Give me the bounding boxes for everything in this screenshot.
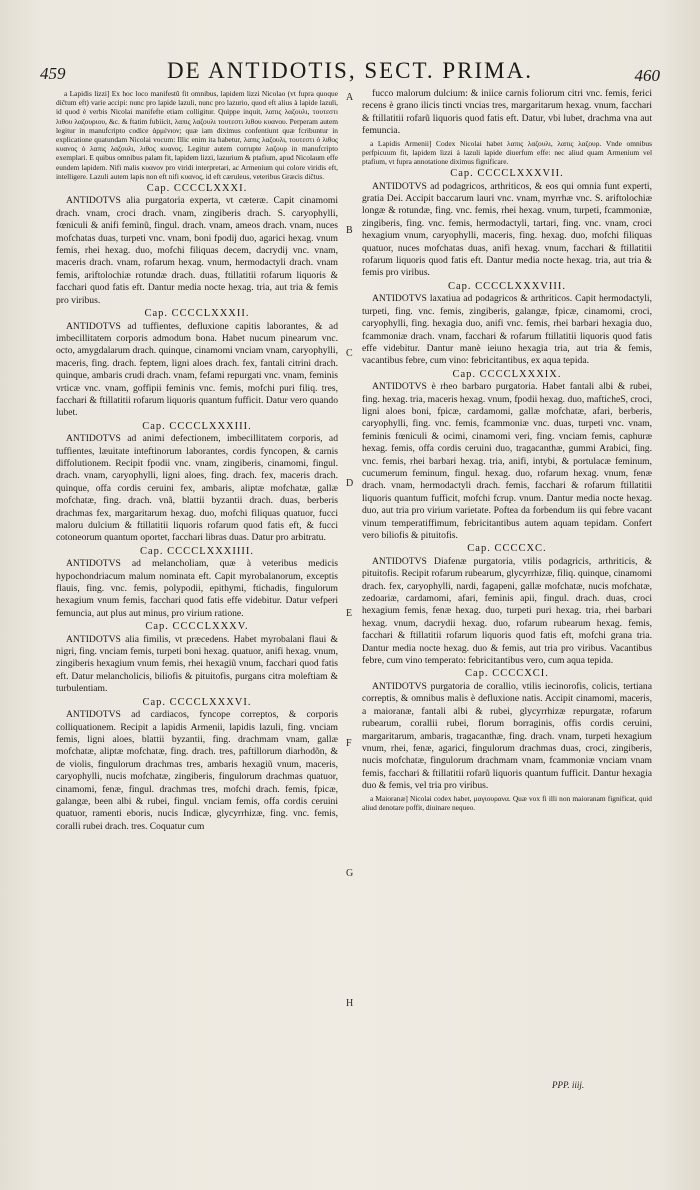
chapter-heading: Cap. CCCCLXXXV.	[145, 621, 249, 633]
chapter-heading: Cap. CCCCLXXXVII.	[450, 168, 564, 180]
page-number-left: 459	[40, 64, 66, 83]
page-number-right: 460	[634, 66, 660, 85]
annotation-note: a Maioranæ] Nicolai codex habet, μαγιουρανα. Quæ vox fi illi non maioranam fignificat, quid aliud denotare poffit, diuinare nequeo.	[362, 793, 652, 812]
annotation-note: a Lapidis Armenii] Codex Nicolai habet λαπις λαζουλι, λαπις λαζουρ. Vnde omnibus perfpicuum fit, lapidem lizzi à lazuli lapide diuerfum effe: nec aliud quam Armenium vel ptafium, vt fupra annotatione diximus fignificare.	[362, 138, 652, 167]
left-column	[56, 88, 338, 1123]
recipe-paragraph: fucco malorum dulcium: & iniice carnis foliorum citri vnc. femis, ferici recens è grano ilicis tincti vncias tres, margaritarum hexag. vnum, facchari & ftillatitii rofarũ liquoris quod fatis eft. Datur, vbi lubet, drachma vna aut femuncia.	[362, 88, 652, 137]
recipe-paragraph: ANTIDOTVS ad tuffientes, defluxione capitis laborantes, & ad imbecillitatem corporis admodum bona. Habet nucum pinearum vnc. octo, amygdalarum drach. quinque, cinamomi vnciam vnam, caryophylli, maceris, fing. drach. feptem, ligni aloes drach. fex, fantali citrini drach. quinque, ambaris crudi drach. vnam, fefami repurgati vnc. vnam, feminis vrticæ vnc. vnam, goffipii feminis vnc. femis, mofchi puri filiq. tres, facchari & ftillatitii rofarum liquoris quantum fufficit. Datur vero quando lubet.	[56, 320, 338, 419]
catchword: PPP. iiij.	[552, 1080, 585, 1090]
recipe-paragraph: ANTIDOTVS ad podagricos, arthriticos, & eos qui omnia funt experti, gratia Dei. Accipit baccarum lauri vnc. vnam, myrrhæ vnc. S. ariftolochiæ longæ & rotundæ, fing. vnc. femis, rhei hexag. vnum, turpeti, fcammoniæ, zingiberis, fing. vnc. femis, hermodactyli, tartari, fing. vnc. vnam, croci hexagium vnum, caryophylli, maceris, fing. hexag. duo, mofchi filiquas quatuor, nuces mofchatas duas, anifi hexag. vnum, facchari & ftillatitii rofarum liquoris quod fatis eft. Dantur media nocte hexag. tria, aut tria & femis pro viribus.	[362, 180, 652, 279]
chapter-heading: Cap. CCCCLXXXIII.	[142, 420, 252, 432]
margin-letter-e: E	[346, 608, 353, 619]
recipe-paragraph: ANTIDOTVS è rheo barbaro purgatoria. Habet fantali albi & rubei, fing. hexag. tria, maceris hexag. vnum, fpodii hexag. duo, mafticheS, croci, ligni aloes boni, fpicæ, cardamomi, gallæ mofchatæ, afari, berberis, caryophylli, fing. vnc. femis, fcammoniæ vnc. duas, turpeti vnc. vnam, feminis fœniculi & ocimi, cinamomi veri, fing. vnciam femis, caphuræ hexag. femis, offa cordis ceruini duo, tragacanthæ, gummi Arabici, fing. vnc. femis, rhei barbari hexag. tria, anifi, intybi, & portulacæ feminum, cucumerum feminum, fingul. hexag. duo, rofarum hexag. vnum, fenæ drach. vnam, hermodactyli drach. femis, facchari & rofarum ftillatitii liquoris quantum fufficit, mofchi fcrup. vnum. Dantur media nocte hexag. duo, aut tria pro virium varietate. Poftea da forbendum iis qui febre vacant vinum temperatiffimum, febricitantibus autem aquam tepidam. Confert vero biliofis & pituitofis.	[362, 381, 652, 542]
margin-letter-a: A	[346, 92, 354, 103]
annotation-note: a Lapidis lizzi] Ex hoc loco manifestũ fit omnibus, lapidem lizzi Nicolao (vt fupra quoque diĉtum eft) varie accipi: nunc pro lapide lazuli, nunc pro lazurio, quod eft alius à lapide lazuli, id quod è verbis Nicolai manifefte etiam colligitur. Quippe inquit, λαπις λαζουλι, τουτεστι λιθου λαζουριου, &c. & ftatim fubiicit, λαπις λαζουλι τουτεστι λιθου κυανου. Perperam autem legitur in manufcripto codice ἁρμένιον; quæ iam diximus confentiunt quæ fcribuntur in explicatione quatundam Nicolai vocum: Illic enim ita habetur, λαπις λαζουλι, τουτεστι ὁ λιθος κυανος ὁ λαπις λαζουλι, λιθος κυανος. Legitur autem corrupte λαζουρ in manufcripto exemplari. E quibus omnibus palam fit, lapidem lizzi, lazurium & ptafium, apud Nicolaum effe eundem lapidem. Nifi malis κυανον pro viridi interpretari, ac Armenium qui colore viridis eft, intelligere. Lazuli autem lapis non eft nifi κυανος, id eft cæruleus, veteribus Græcis diĉtus.	[56, 89, 338, 181]
margin-letter-d: D	[346, 478, 354, 489]
recipe-paragraph: ANTIDOTVS ad animi defectionem, imbecillitatem corporis, ad tuffientes, læuitate inteftinorum laborantes, cordis fyncopen, & carnis diffolutionem. Recipit fpodii vnc. vnam, zingiberis, cinamomi, fingul. drach. vnam, caryophylli, ligni aloes, fing. drach. fex, maceris drach. quinque, offa cordis ceruini fex, ambaris, aliptæ mofchatæ, gallæ mofchatæ, fing. drach. vnã, blattii byzantii drach. duas, berberis drachmas fex, margaritarum hexag. duo, mofchi filiquas quatuor, fucci maloru dulcium & ftillatitii liquoris rofarum quod fatis eft, & fucci cotoneorum quantum oportet, facchari libras duas. Datur pro arbitratu.	[56, 433, 338, 544]
chapter-heading: Cap. CCCCLXXXVI.	[142, 696, 252, 708]
chapter-heading: Cap. CCCCLXXXVIII.	[447, 280, 567, 292]
chapter-heading: Cap. CCCCLXXXIIII.	[140, 545, 254, 557]
recipe-paragraph: ANTIDOTVS ad melancholiam, quæ à veteribus medicis hypochondriacum malum nominata eft. Capit myrobalanorum, exceptis flauis, fing. vnc. femis, polypodii, epithymi, ftichadis, fingulorum hexagium vnum femis, facchari quod fatis effe videbitur. Datur vefperi femuncia, aut plus aut minus, pro virium ratione.	[56, 558, 338, 619]
recipe-paragraph: ANTIDOTVS alia fimilis, vt præcedens. Habet myrobalani flaui & nigri, fing. vnciam femis, turpeti boni hexag. quatuor, anifi hexag. vnum, zingiberis hexagium vnum femis, rhei hexagiũ vnum, facchari quod fatis eft. Datur melancholicis, biliofis & pituitofis, purgans citra moleftiam & turbulentiam.	[56, 633, 338, 695]
recipe-paragraph: ANTIDOTVS laxatiua ad podagricos & arthriticos. Capit hermodactyli, turpeti, fing. vnc. femis, zingiberis, galangæ, fpicæ, cinamomi, croci, caryophylli, fing. hexagia duo, anifi vnc. femis, rhei barbari hexagia duo, fcammoniæ drach. vnam, facchari & rofarum ftillatitii liquoris quod fatis effe videbitur. Dantur manè ieiuno hexagia tria, aut tria & femis, vacantibus febre, cum vino: febricitantibus, ex aqua tepida.	[362, 293, 652, 367]
right-column	[362, 88, 652, 1123]
margin-letter-c: C	[346, 348, 353, 359]
recipe-paragraph: ANTIDOTVS Diafenæ purgatoria, vtilis podagricis, arthriticis, & pituitofis. Recipit rofarum rubearum, glycyrrhizæ, filiq. quinque, cinamomi drach. fex, caryophylli, nardi, fagapeni, gallæ mofchatæ, nucis mofchatæ, zedoariæ, cardamomi, afari, feminis apii, fingul. drach. duas, croci hexagium femis, fenæ hexag. duo, turpeti puri hexag. tria, rhei barbari hexag. vnum, dacrydii hexag. duo, rofarum rubearum hexag. femis, facchari & ftillatitii rofarum liquoris quod fatis eft, mofchi grana tria. Dantur media nocte hexag. duo & femis, aut tria pro viribus. Vacantibus febre, cum vino temperato: febricitantibus vero, cum aqua tepida.	[362, 555, 652, 667]
margin-letter-g: G	[346, 868, 354, 879]
chapter-heading: Cap. CCCCLXXXIX.	[452, 368, 562, 380]
recipe-paragraph: ANTIDOTVS ad cardiacos, fyncope correptos, & corporis colliquationem. Recipit a lapidis Armenii, lapidis lazuli, fing. vnciam femis, ligni aloes, blattii byzantii, fing. drachmam vnam, gallæ mofchatæ, aliptæ mofchatæ, fing. drach. tres, paftillorum diarhodõn, & de violis, fingulorum drachmas tres, ambaris hexagiũ vnum, maceris, caryophylli, nucis mofchatæ, zingiberis, fingulorum drachmas quatuor, cinamomi, fenæ, fingul. drachmas tres, mofchi drach. femis, fpicæ, galangæ, been albi & rubei, fingul. vnciam femis, offa cordis ceruini quatuor, ramenti eboris, nucis Indicæ, glycyrrhizæ, fing. vnc. femis, coralli rubei drach. tres. Coquatur cum	[56, 709, 338, 832]
margin-letter-b: B	[346, 225, 353, 236]
recipe-paragraph: ANTIDOTVS purgatoria de corallio, vtilis iecinorofis, colicis, tertiana correptis, & omnibus malis è defluxione natis. Accipit cinamomi, maceris, a maioranæ, fantali albi & rubei, glycyrrhizæ repurgatæ, rofarum rubearum, corallii rubei, florum borraginis, offis cordis ceruini, margaritarum, ambaris, tragacanthæ, fing. drach. vnam, turpeti hexagium vnum, rhei, fenæ, agarici, fingulorum drachmas duas, croci, zingiberis, nucis mofchatæ, fingulorum drachmam vnam, fcammoniæ vnciam vnam femis, facchari & ftillatitii rofarũ liquoris quantum fufficit. Dantur hexagia duo & femis, vel tria pro viribus.	[362, 680, 652, 792]
chapter-heading: Cap. CCCCXC.	[467, 543, 547, 555]
margin-letter-h: H	[346, 998, 354, 1009]
margin-letter-f: F	[346, 738, 352, 749]
chapter-heading: Cap. CCCCLXXXI.	[146, 183, 248, 195]
running-title: DE ANTIDOTIS, SECT. PRIMA.	[167, 58, 533, 83]
chapter-heading: Cap. CCCCLXXXII.	[144, 308, 250, 320]
chapter-heading: Cap. CCCCXCI.	[465, 668, 549, 680]
running-header	[40, 58, 660, 88]
recipe-paragraph: ANTIDOTVS alia purgatoria experta, vt cæteræ. Capit cinamomi drach. vnam, croci drach. vnam, zingiberis drach. S. caryophylli, fœniculi & anifi feminũ, fingul. drach. vnam, ameos drach. vnam, nuces mofchatas duas, turpeti vnc. vnam, boni fpodij duo, agarici hexag. vnum femis, rhei hexag. duo, mofchi filiquas decem, dacrydij vnc. vnam, maceris drach. vnam, rofarum hexag. vnum, hermodactyli drach. vnam femis, ariftolochiæ rotundæ drach. duas, ftillatitii rofarum liquoris & facchari quod fatis eft. Dantur media nocte hexag. tria, aut tria & femis pro viribus.	[56, 195, 338, 306]
